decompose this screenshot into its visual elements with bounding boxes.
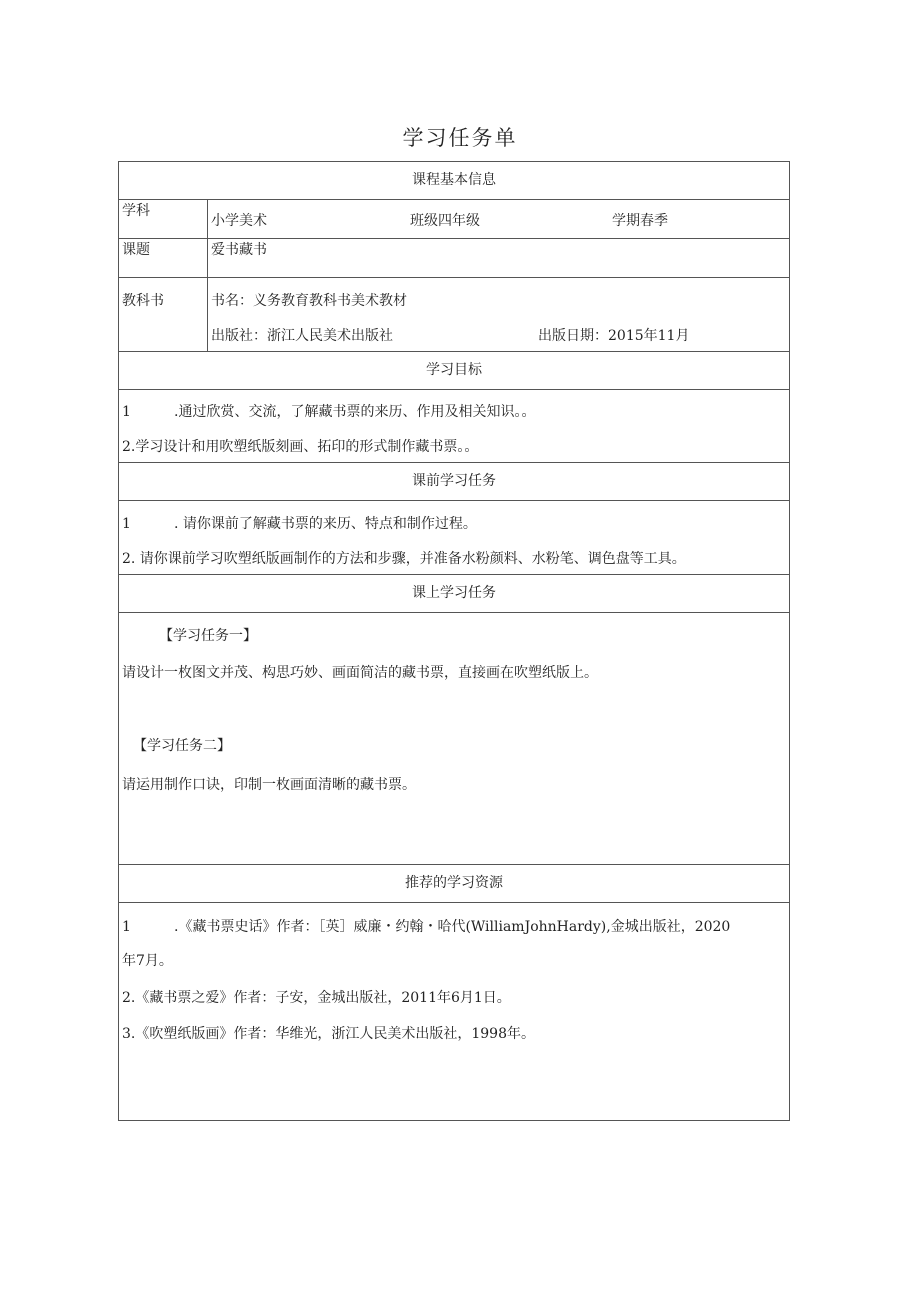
subject-row xyxy=(208,200,790,239)
task1-title: 【学习任务一】 xyxy=(159,628,257,644)
objective-item-2: 2.学习设计和用吹塑纸版刻画、拓印的形式制作藏书票。。 xyxy=(122,439,479,455)
book-name: 书名：义务教育教科书美术教材 xyxy=(211,293,407,309)
pre-class-item-2: 2. 请你课前学习吹塑纸版画制作的方法和步骤，并准备水粉颜料、水粉笔、调色盘等工具。 xyxy=(122,551,686,567)
grade-text: 班级四年级 xyxy=(410,213,480,229)
subject-label: 学科 xyxy=(119,200,208,239)
subject-value: 小学美术 xyxy=(211,213,267,229)
resource-item-3: 3.《吹塑纸版画》作者：华维光，浙江人民美术出版社，1998年。 xyxy=(122,1026,535,1042)
resource-item-1-cont: 年7月。 xyxy=(122,953,173,969)
objective-item-1: 1 .通过欣赏、交流，了解藏书票的来历、作用及相关知识。。 xyxy=(122,404,536,420)
textbook-label: 教科书 xyxy=(119,278,208,352)
resources-header: 推荐的学习资源 xyxy=(119,865,790,903)
pre-class-header: 课前学习任务 xyxy=(119,463,790,501)
term-text: 学期春季 xyxy=(612,213,668,229)
in-class-header: 课上学习任务 xyxy=(119,575,790,613)
resource-item-1: 1 .《藏书票史话》作者：［英］威廉・约翰・哈代(WilliamJohnHardy),金城出版社，2020 xyxy=(122,919,731,935)
pre-class-item-1: 1 . 请你课前了解藏书票的来历、特点和制作过程。 xyxy=(122,516,477,532)
publish-date: 出版日期：2015年11月 xyxy=(538,328,690,344)
resources-body xyxy=(119,903,790,1121)
task1-text: 请设计一枚图文并茂、构思巧妙、画面简洁的藏书票，直接画在吹塑纸版上。 xyxy=(122,665,598,681)
textbook-info xyxy=(208,278,790,352)
topic-value: 爱书藏书 xyxy=(208,239,790,278)
basic-info-header: 课程基本信息 xyxy=(119,162,790,200)
task2-title: 【学习任务二】 xyxy=(133,738,231,754)
task2-text: 请运用制作口诀，印制一枚画面清晰的藏书票。 xyxy=(122,777,416,793)
objectives-header: 学习目标 xyxy=(119,352,790,390)
topic-label: 课题 xyxy=(119,239,208,278)
objectives-body xyxy=(119,390,790,463)
resource-item-2: 2.《藏书票之爱》作者：子安，金城出版社，2011年6月1日。 xyxy=(122,990,511,1006)
publisher: 出版社：浙江人民美术出版社 xyxy=(211,328,393,344)
task-sheet-table xyxy=(118,161,790,1121)
pre-class-body xyxy=(119,501,790,575)
page-title: 学习任务单 xyxy=(402,126,518,150)
in-class-body xyxy=(119,613,790,865)
